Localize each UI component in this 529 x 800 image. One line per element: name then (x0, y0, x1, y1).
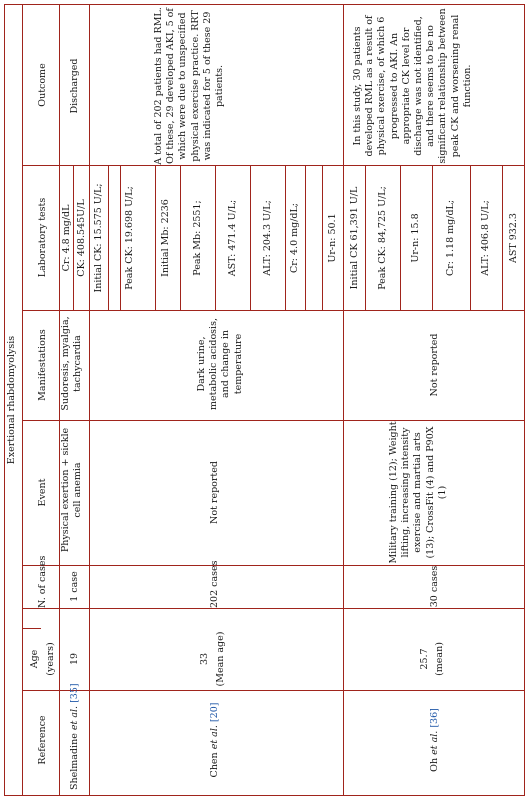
header-cases: N. of cases (37, 555, 48, 608)
citation-link[interactable]: [35] (69, 683, 80, 703)
row2-cases: 202 cases (209, 560, 220, 608)
row2-lab-alt: ALT: 204.3 U/L; (262, 200, 273, 276)
row1-lab-initial-ck: Initial CK: 15.575 U/L; (93, 183, 104, 293)
table-title: Exertional rhabdomyolysis (6, 335, 17, 465)
row2-lab-cr: Cr: 4.0 mg/dL; (289, 202, 300, 274)
row3-event: Military training (12); Weight lifting, increasing intensity exercise and martial arts (13); CrossFit (4) and P90X (1) (388, 421, 448, 564)
row1-manifestations: Sudoresis, myalgia, tachycardia (60, 316, 84, 411)
row1-age: 19 (69, 652, 80, 666)
header-age-unit: (years) (45, 642, 56, 676)
row3-lab-ast: AST 932.3 (508, 213, 519, 263)
row2-lab-ast: AST: 471.4 U/L; (227, 199, 238, 277)
header-outcome: Outcome (37, 63, 48, 107)
row2-lab-urn: Ur-n: 50.1 (327, 213, 338, 263)
row1-reference: Shelmadine et al. [35] (69, 683, 80, 790)
row3-lab-peak-ck: Peak CK: 84,725 U/L; (377, 186, 388, 290)
row2-lab-peak-mb: Peak Mb: 2551; (192, 200, 203, 276)
row1-lab-peak-ck: Peak CK: 19.698 U/L; (124, 186, 135, 290)
row2-manifestations: Dark urine, metabolic acidosis, and change in temperature (196, 318, 244, 410)
row3-cases: 30 cases (429, 565, 440, 608)
citation-link[interactable]: [20] (209, 702, 220, 723)
row2-age-note: (Mean age) (215, 631, 226, 687)
row3-manifestations: Not reported (429, 333, 440, 397)
header-event: Event (37, 478, 48, 507)
row1-cases: 1 case (69, 571, 80, 602)
row2-age: 33 (199, 652, 210, 666)
row3-lab-urn: Ur-n: 15.8 (410, 213, 421, 263)
row1-lab-ck: CK: 408.545U/L (76, 199, 87, 277)
row3-age-note: (mean) (434, 642, 445, 676)
row2-lab-initial-mb: Initial Mb: 2236 (160, 199, 171, 277)
row3-lab-cr: Cr: 1.18 mg/dL; (445, 199, 456, 277)
row2-reference: Chen et al. [20] (209, 702, 220, 778)
row1-event: Physical exertion + sickle cell anemia (60, 427, 84, 553)
citation-link[interactable]: [36] (429, 708, 440, 728)
row1-lab-cr: Cr: 4.8 mg/dL (61, 204, 72, 272)
header-reference: Reference (37, 715, 48, 765)
row3-lab-initial-ck: Initial CK 61,391 U/L (349, 186, 360, 290)
row3-age: 25.7 (419, 648, 430, 670)
row3-reference: Oh et al. [36] (429, 708, 440, 772)
header-lab: Laboratory tests (37, 197, 48, 278)
row1-outcome: Discharged (69, 58, 80, 114)
row2-outcome: A total of 202 patients had RML. Of these, 29 developed AKI, 5 of which were due to unspecified physical exercise practice. RRT was indicated for 5 of these 29 patients. (153, 7, 226, 165)
row3-lab-alt: ALT: 406.8 U/L; (480, 200, 491, 276)
row2-event: Not reported (209, 461, 220, 524)
row3-outcome: In this study, 30 patients developed RML as a result of physical exercise, of which 6 progressed to AKI. An appropriate CK level for discharge was not identified, and there seems to be no significant relationship between peak CK and worsening renal function. (352, 8, 473, 164)
header-age: Age (29, 649, 40, 669)
header-manifestations: Manifestations (37, 329, 48, 401)
